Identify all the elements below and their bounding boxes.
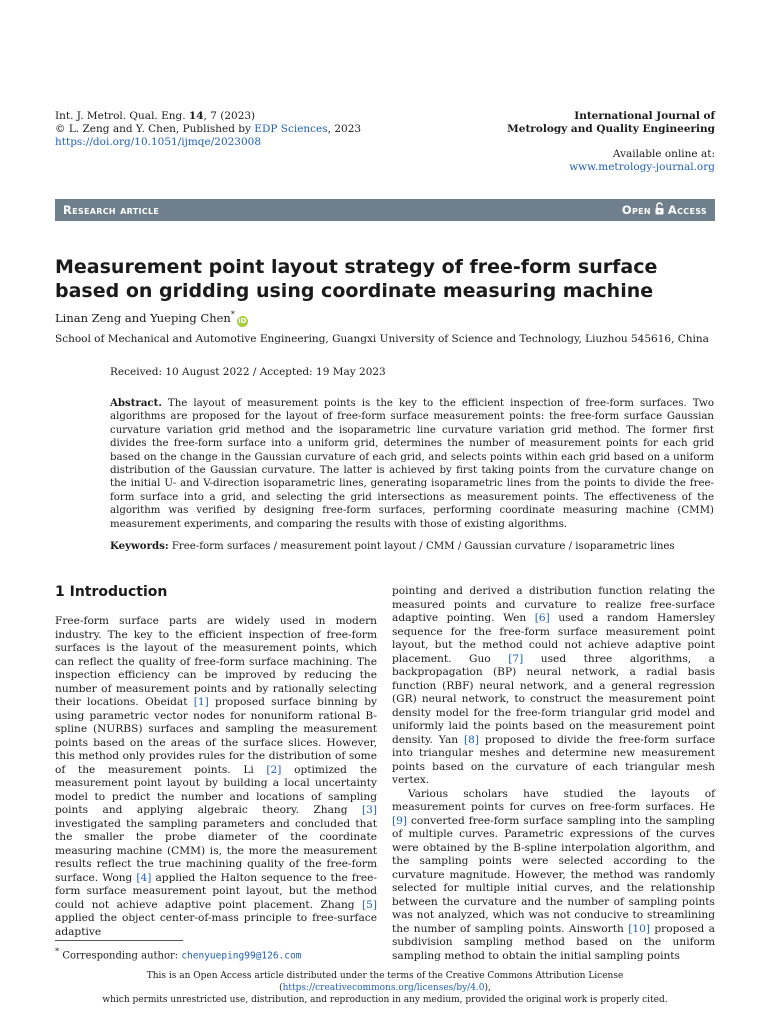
citation-issue: , 7 (2023) (203, 110, 256, 122)
corresponding-mark: * (230, 310, 235, 319)
citation-link[interactable]: [6] (534, 612, 550, 624)
paragraph (392, 788, 715, 964)
article-title: Measurement point layout strategy of free-form surface based on gridding using coordinate measuring machine (55, 256, 658, 302)
journal-url-link[interactable]: www.metrology-journal.org (569, 161, 715, 173)
text-run: proposed to divide the free-form surface into triangular meshes and determine new measurement points based on the curvature of each triangular mesh vertex. (392, 733, 715, 786)
copyright-text: © L. Zeng and Y. Chen, Published by (55, 123, 255, 135)
citation-link[interactable]: [7] (508, 652, 524, 665)
paragraph (55, 615, 377, 939)
text-run: Free-form surface parts are widely used in modern industry. The key to the efficient inspection of free-form surfaces is the layout of the measurement points, which can reflect the quality of free-form surface machining. The inspection efficiency can be improved by reducing the number of measurement points and by rationally selecting their locations. Obeidat (55, 615, 377, 708)
citation-link[interactable]: [2] (266, 763, 282, 776)
body-column-left (55, 615, 377, 939)
abstract-label: Abstract. (110, 397, 162, 409)
open-label: Open (621, 203, 651, 217)
license-link[interactable]: https://creativecommons.org/licenses/by/4.0 (282, 983, 485, 993)
citation-link[interactable]: [4] (136, 871, 152, 884)
open-access-label (622, 202, 707, 218)
license-text: ), (484, 983, 491, 993)
keywords (110, 540, 714, 552)
text-run: optimized the measurement point layout by building a local uncertainty model to predict the number and locations of sampling points and applying algebraic theory. Zhang (55, 763, 377, 816)
text-run: converted free-form surface sampling into the sampling of multiple curves. Parametric expressions of the curves were obtained by the B-spline interpolation algorithm, and the sampling points were selected according to the curvature magnitude. However, the method was randomly selected for multiple initial curves, and the relationship between the curvature and the number of sampling points was not analyzed, which was not conducive to streamlining the number of sampling points. Ainsworth (392, 814, 715, 935)
author-names: Linan Zeng and Yueping Chen (55, 310, 231, 325)
license-text: This is an Open Access article distributed under the terms of the Creative Commons Attribution License ( (146, 971, 624, 993)
section-title-introduction: 1 Introduction (55, 584, 168, 600)
author-line (55, 310, 248, 327)
abstract-text: The layout of measurement points is the key to the efficient inspection of free-form surfaces. Two algorithms are proposed for the layout of free-form surface measurement points: the free-form surface Gaussian curvature variation grid method and the isoparametric line curvature variation grid method. The former first divides the free-form surface into a uniform grid, determines the number of measurement points for each grid based on the change in the Gaussian curvature of each grid, and selects points within each grid based on a uniform distribution of the Gaussian curvature. The latter is achieved by first taking points from the curvature change on the initial U- and V-direction isoparametric lines, generating isoparametric lines from the points to divide the free-form surface into a grid, and selecting the grid intersections as measurement points. The effectiveness of the algorithm was verified by designing free-form surfaces, performing coordinate measuring machine (CMM) measurement experiments, and comparing the results with those of existing algorithms. (110, 398, 714, 530)
text-run: applied the object center-of-mass principle to free-surface adaptive (55, 912, 377, 938)
text-run: used a random Hamersley sequence for the free-form surface measurement point layout, but the method could not achieve adaptive point placement. Guo (392, 612, 715, 665)
open-lock-icon (655, 202, 664, 218)
text-run: used three algorithms, a backpropagation (BP) neural network, a radial basis function (RBF) neural network, and a general regression (GR) neural network, to construct the measurement point density model for the free-form triangular grid model and uniformly laid the points based on the measurement point density. Yan (392, 652, 715, 746)
citation-link[interactable]: [1] (193, 696, 209, 708)
footnote-label: Corresponding author: (59, 950, 182, 962)
text-run: pointing and derived a distribution function relating the measured points and curvature to realize free-surface adaptive pointing. Wen (392, 585, 715, 624)
text-run: applied the Halton sequence to the free-form surface measurement point layout, but the method could not achieve adaptive point placement. Zhang (55, 871, 377, 911)
citation-link[interactable]: [8] (463, 733, 479, 746)
license-notice (55, 970, 715, 1006)
orcid-icon[interactable]: iD (238, 316, 247, 325)
received-accepted-dates: Received: 10 August 2022 / Accepted: 19 May 2023 (110, 366, 386, 378)
citation-line (55, 110, 361, 123)
affiliation: School of Mechanical and Automotive Engineering, Guangxi University of Science and Technology, Liuzhou 545616, China (55, 333, 709, 345)
copyright-line (55, 123, 361, 136)
citation-link[interactable]: [10] (628, 922, 650, 935)
footnote-mark: * (55, 946, 60, 956)
publisher-link[interactable]: EDP Sciences (254, 123, 328, 135)
citation-link[interactable]: [3] (361, 804, 377, 816)
journal-block (507, 110, 715, 174)
journal-name-line2: Metrology and Quality Engineering (507, 123, 715, 135)
access-label: Access (667, 203, 707, 217)
text-run: proposed surface binning by using parametric vector nodes for nonuniform rational B-spline (NURBS) surfaces and sampling the measurement points based on the areas of the surface slices. However, this method only provides rules for the distribution of some of the measurement points. Li (55, 696, 377, 776)
citation-link[interactable]: [5] (361, 898, 377, 911)
abstract (110, 397, 714, 531)
license-line1 (55, 970, 715, 994)
doi-link[interactable]: https://doi.org/10.1051/ijmqe/2023008 (55, 136, 262, 148)
citation-volume: 14 (188, 110, 204, 122)
keywords-text: Free-form surfaces / measurement point layout / CMM / Gaussian curvature / isoparametric lines (168, 541, 675, 552)
citation-link[interactable]: [9] (392, 814, 408, 827)
text-run: proposed a subdivision sampling method based on the uniform sampling method to obtain the initial sampling points (392, 922, 715, 962)
text-run: investigated the sampling parameters and concluded that the smaller the probe diameter of the coordinate measuring machine (CMM) is, the more the measurement results reflect the true machining quality of the free-form surface. Wong (55, 817, 377, 884)
email-link[interactable]: chenyueping99@126.com (181, 950, 302, 962)
keywords-label: Keywords: (110, 540, 169, 552)
paragraph (392, 585, 715, 788)
footnote-divider (55, 940, 183, 941)
available-online-label: Available online at: (612, 148, 715, 160)
journal-name-line1: International Journal of (574, 110, 715, 122)
body-column-right (392, 585, 715, 963)
copyright-year: , 2023 (327, 123, 362, 135)
article-type-banner (55, 199, 715, 221)
text-run: Various scholars have studied the layouts of measurement points for curves on free-form surfaces. He (392, 787, 715, 813)
footnote (55, 946, 301, 961)
citation-journal: Int. J. Metrol. Qual. Eng. (55, 110, 189, 122)
license-line2: which permits unrestricted use, distribution, and reproduction in any medium, provided the original work is properly cited. (102, 995, 668, 1005)
citation-block (55, 110, 361, 149)
article-type-label: Research article (63, 203, 160, 217)
